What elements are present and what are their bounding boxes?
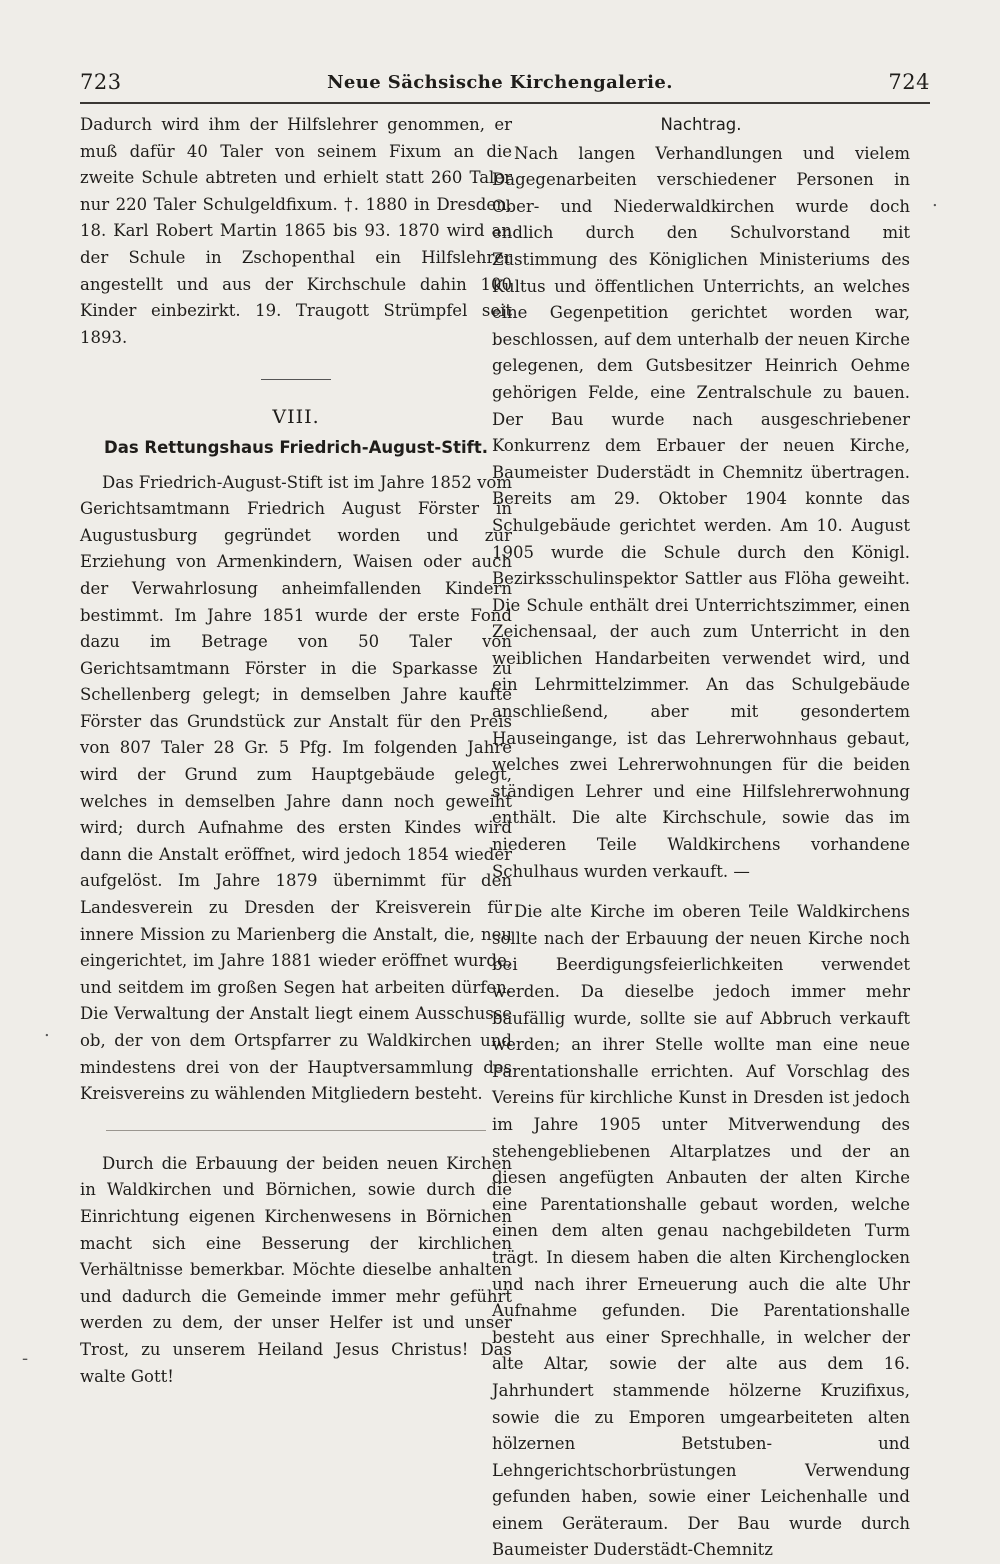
section-title: Das Rettungshaus Friedrich-August-Stift. bbox=[104, 437, 488, 457]
margin-mark: . bbox=[932, 190, 938, 211]
paragraph: Durch die Erbauung der beiden neuen Kirchen in Waldkirchen und Börnichen, sowie durch die Einrichtung eigenen Kirchenwesens in Börnichen macht sich eine Besserung der kirchlichen Verhältnisse bemerkbar. Möchte dieselbe anhalten und dadurch die Gemeinde immer mehr geführt werden zu dem, der unser Helfer ist und unser Trost, zu unserem Heiland Jesus Christus! Das walte Gott! bbox=[80, 1153, 512, 1386]
paragraph: Dadurch wird ihm der Hilfslehrer genommen, er muß dafür 40 Taler von seinem Fixum an die zweite Schule abtreten und erhielt statt 260 Taler nur 220 Taler Schulgeldfixum. †. 1880 in Dresden. 18. Karl Robert Martin 1865 bis 93. 1870 wird an der Schule in Zschopenthal ein Hilfslehrer angestellt und aus der Kirchschule dahin 100 Kinder einbezirkt. 19. Traugott Strümpfel seit 1893. bbox=[80, 115, 512, 347]
page-header bbox=[70, 66, 930, 100]
paragraph: Das Friedrich-August-Stift ist im Jahre 1852 vom Gerichtsamtmann Friedrich August Förster in Augustusburg gegründet worden und zur Erziehung von Armenkindern, Waisen oder auch der Verwahrlosung anheimfallenden Kindern bestimmt. Im Jahre 1851 wurde der erste Fond dazu im Betrage von 50 Taler von Gerichtsamtmann Förster in die Sparkasse zu Schellenberg gelegt; in demselben Jahre kaufte Förster das Grundstück zur Anstalt für den Preis von 807 Taler 28 Gr. 5 Pfg. Im folgenden Jahre wird der Grund zum Hauptgebäude gelegt, welches in demselben Jahre dann noch geweiht wird; durch Aufnahme des ersten Kindes wird dann die Anstalt eröffnet, wird jedoch 1854 wieder aufgelöst. Im Jahre 1879 übernimmt für den Landesverein zu Dresden der Kreisverein für innere Mission zu Marienberg die Anstalt, die, neu eingerichtet, im Jahre 1881 wieder eröffnet wurde, und seitdem im großen Segen hat arbeiten dürfen. Die Verwaltung der Anstalt liegt einem Ausschusse ob, der von dem Ortspfarrer zu Waldkirchen und mindestens drei von der Hauptversammlung des Kreisvereins zu wählenden Mitgliedern besteht. bbox=[80, 472, 512, 1104]
page-number-left: 723 bbox=[80, 70, 122, 94]
page-number-right: 724 bbox=[888, 70, 930, 94]
header-rule bbox=[80, 102, 930, 104]
paragraph-divider bbox=[106, 1130, 486, 1131]
section-heading: Nachtrag. bbox=[660, 115, 742, 134]
margin-mark: . bbox=[44, 1020, 50, 1041]
paragraph: Die alte Kirche im oberen Teile Waldkirchens sollte nach der Erbauung der neuen Kirche noch bei Beerdigungsfeierlichkeiten verwendet werden. Da dieselbe jedoch immer mehr baufällig wurde, sollte sie auf Abbruch verkauft werden; an ihrer Stelle wollte man eine neue Parentationshalle errichten. Auf Vorschlag des Vereins für kirchliche Kunst in Dresden ist jedoch im Jahre 1905 unter Mitverwendung des stehengebliebenen Altarplatzes und der an diesen angefügten Anbauten der alten Kirche eine Parentationshalle gebaut worden, welche einen dem alten genau nachgebildeten Turm trägt. In diesem haben die alten Kirchenglocken und nach ihrer Erneuerung auch die alte Uhr Aufnahme gefunden. Die Parentationshalle besteht aus einer Sprechhalle, in welcher der alte Altar, sowie der alte aus dem 16. Jahrhundert stammende hölzerne Kruzifixus, sowie die zu Emporen umgearbeiteten alten hölzernen Betstuben- und Lehngerichtschorbrüstungen Verwendung gefunden haben, sowie einer Leichenhalle und einem Geräteraum. Der Bau wurde durch Baumeister Duderstädt-Chemnitz bbox=[492, 902, 910, 1560]
running-title: Neue Sächsische Kirchengalerie. bbox=[327, 72, 673, 93]
section-number: VIII. bbox=[272, 406, 320, 429]
right-column bbox=[492, 112, 910, 1564]
left-column bbox=[80, 112, 512, 1390]
paragraph: Nach langen Verhandlungen und vielem Dagegenarbeiten verschiedener Personen in Ober- und Niederwaldkirchen wurde doch endlich durch den Schulvorstand mit Zustimmung des Königlichen Ministeriums des Kultus und öffentlichen Unterrichts, an welches eine Gegenpetition gerichtet worden war, beschlossen, auf dem unterhalb der neuen Kirche gelegenen, dem Gutsbesitzer Heinrich Oehme gehörigen Felde, eine Zentralschule zu bauen. Der Bau wurde nach ausgeschriebener Konkurrenz dem Erbauer der neuen Kirche, Baumeister Duderstädt in Chemnitz übertragen. Bereits am 29. Oktober 1904 konnte das Schulgebäude gerichtet werden. Am 10. August 1905 wurde die Schule durch den Königl. Bezirksschulinspektor Sattler aus Flöha geweiht. Die Schule enthält drei Unterrichtszimmer, einen Zeichensaal, der auch zum Unterricht in den weiblichen Handarbeiten verwendet wird, und ein Lehrmittelzimmer. An das Schulgebäude anschließend, aber mit gesondertem Hauseingange, ist das Lehrerwohnhaus gebaut, welches zwei Lehrerwohnungen für die beiden ständigen Lehrer und eine Hilfslehrerwohnung enthält. Die alte Kirchschule, sowie das im niederen Teile Waldkirchens vorhandene Schulhaus wurden verkauft. — bbox=[492, 143, 910, 881]
section-divider bbox=[261, 379, 331, 380]
margin-mark: - bbox=[22, 1348, 29, 1369]
